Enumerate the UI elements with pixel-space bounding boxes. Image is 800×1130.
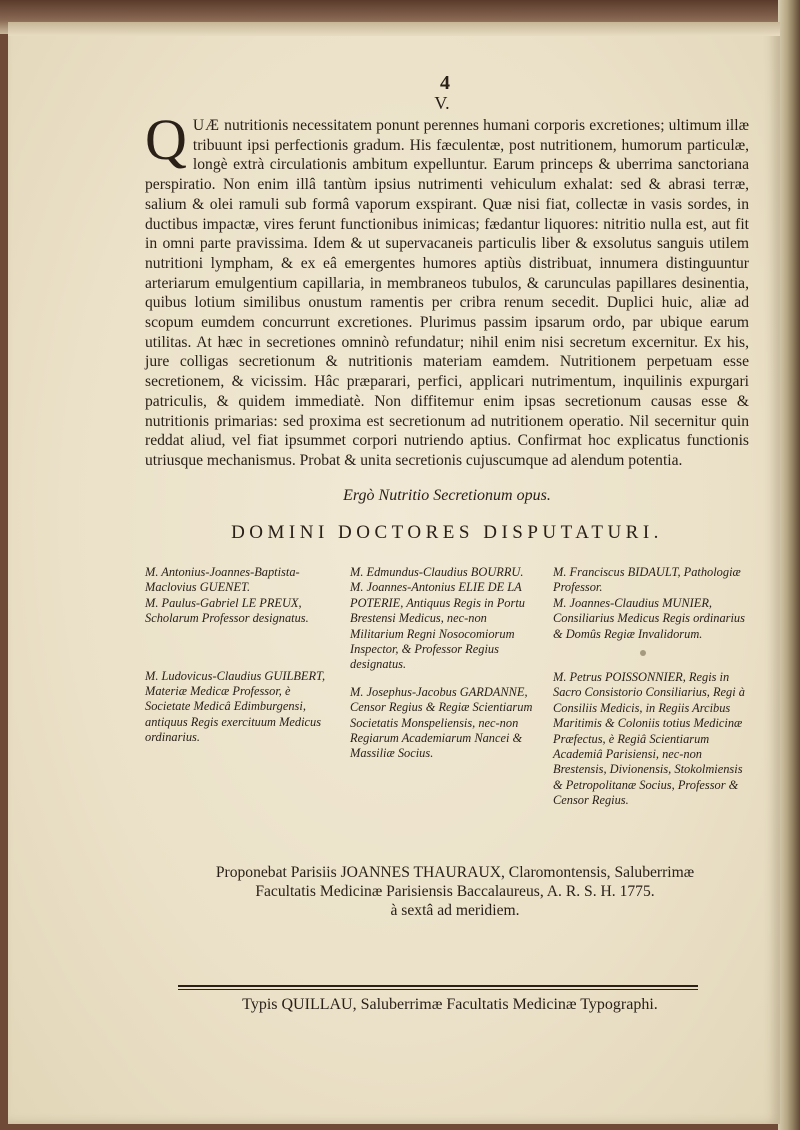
doctors-column-3 bbox=[553, 565, 753, 839]
doctors-heading: DOMINI DOCTORES DISPUTATURI. bbox=[231, 522, 663, 543]
doctor-entry: M. Petrus POISSONNIER, Regis in Sacro Consistorio Consiliarius, Regi à Consiliis Medicis, in Regiis Arcibus Maritimis & Coloniis totius Medicinæ Præfectus, è Regiâ Scientiarum Academiâ Parisiensi, nec-non Brestensis, Divionensis, Stokolmiensis & Petropolitanæ Socius, Professor & Censor Regius. bbox=[553, 670, 745, 808]
conclusion-line: Ergò Nutritio Secretionum opus. bbox=[343, 487, 551, 504]
body-lead-word: UÆ bbox=[192, 117, 221, 134]
printer-imprint: Typis QUILLAU, Saluberrimæ Facultatis Medicinæ Typographi. bbox=[242, 996, 658, 1013]
book-right-edge bbox=[778, 0, 800, 1130]
printer-rule-thin bbox=[178, 989, 698, 990]
body-paragraph: nutritionis necessitatem ponunt perennes humani corporis excretiones; ultimum illæ tribuunt ipsi perfectionis gradum. His fæculentæ, post nutritionem, humorum particulæ, longè extrà circulationis ambitum expelluntur. Earum princeps & uberrima sanctoriana perspiratio. Non enim illâ tantùm ipsius nutrimenti vehiculum exhalat: sed & abrasi terræ, salium & olei ramuli sub formâ vaporum exspirant. Quæ nisi fiat, collectæ in vasis sordes, in ductibus impactæ, vires ferunt functionibus inimicas; fædantur liquores: nitritio nulla est, aut fit in omni parte pravissima. Idem & ut supervacaneis particulis liber & exsolutus sanguis utilem nutritioni lympham, & ex eâ emergentes humores aptiùs distribuat, innumera distinguuntur arteriarum emulgentium capillaria, in membraneos tubulos, & carunculas papillares desinentia, quibus lotium similibus onustum ramentis per cribra renum secedit. Duplici huic, aliæ ad scopum eumdem concurrunt excretiones. Plurimus passim ipsarum ordo, par ubique earum utilitas. At hæc in secretiones omninò refundatur; nihil enim nisi secretum excernitur. Ex his, jure colligas secretionum & nutritionis materiam eamdem. Nutritionem perpetuam esse secretionem, & vicissim. Hâc præparari, perfici, applicari nutrimentum, inquilinis expurgari patriculis, & quidem immediatè. Non diffitemur enim ipsas secretionum causas esse & nutritionis primarias: sed proxima est secretionum ad nutritionem operatio. Nil secernitur quin reddat aliud, vel fiat ipsummet corpori nutriendo aptius. Confirmat hoc explicatus functionis utriusque mechanismus. Probat & unita secretionis cujuscumque ad alendum potentia. bbox=[145, 117, 750, 469]
doctor-entry: M. Joannes-Antonius ELIE DE LA POTERIE, Antiquus Regis in Portu Brestensi Medicus, nec-non Militarium Regni Nosocomiorum Inspector, & Professor Regius designatus. bbox=[350, 580, 525, 672]
doctors-column-2 bbox=[350, 565, 540, 792]
doctor-entry: M. Franciscus BIDAULT, Pathologiæ Professor. bbox=[553, 565, 741, 595]
doctor-entry: M. Josephus-Jacobus GARDANNE, Censor Regius & Regiæ Scientiarum Societatis Monspeliensis, nec-non Regiarum Academiarum Nancei & Massiliæ Socius. bbox=[350, 684, 533, 761]
printer-rule-thick bbox=[178, 985, 698, 987]
doctors-column-1 bbox=[145, 565, 335, 776]
paper-spot bbox=[640, 650, 646, 656]
doctor-entry: M. Joannes-Claudius MUNIER, Consiliarius Medicus Regis ordinarius & Domûs Regiæ Invalidorum. bbox=[553, 595, 745, 641]
proponebat-block bbox=[135, 863, 775, 920]
proponebat-line-1: Proponebat Parisiis JOANNES THAURAUX, Claromontensis, Saluberrimæ bbox=[215, 864, 695, 881]
doctor-entry: M. Paulus-Gabriel LE PREUX, Scholarum Professor designatus. bbox=[145, 595, 309, 626]
drop-capital: Q bbox=[145, 107, 187, 172]
doctor-entry: M. Edmundus-Claudius BOURRU. bbox=[350, 565, 524, 579]
doctor-entry: M. Antonius-Joannes-Baptista-Maclovius GUENET. bbox=[145, 565, 300, 595]
proponebat-line-2: Facultatis Medicinæ Parisiensis Baccalaureus, A. R. S. H. 1775. bbox=[255, 883, 655, 900]
thesis-body bbox=[145, 94, 749, 471]
page-number: 4 bbox=[440, 72, 450, 94]
doctor-entry: M. Ludovicus-Claudius GUILBERT, Materiæ Medicæ Professor, è Societate Medicâ Edimburgensi, antiquus Regis exercituum Medicus ordinarius. bbox=[145, 668, 326, 745]
section-number: V. bbox=[434, 93, 450, 113]
proponebat-line-3: à sextâ ad meridiem. bbox=[390, 902, 520, 919]
